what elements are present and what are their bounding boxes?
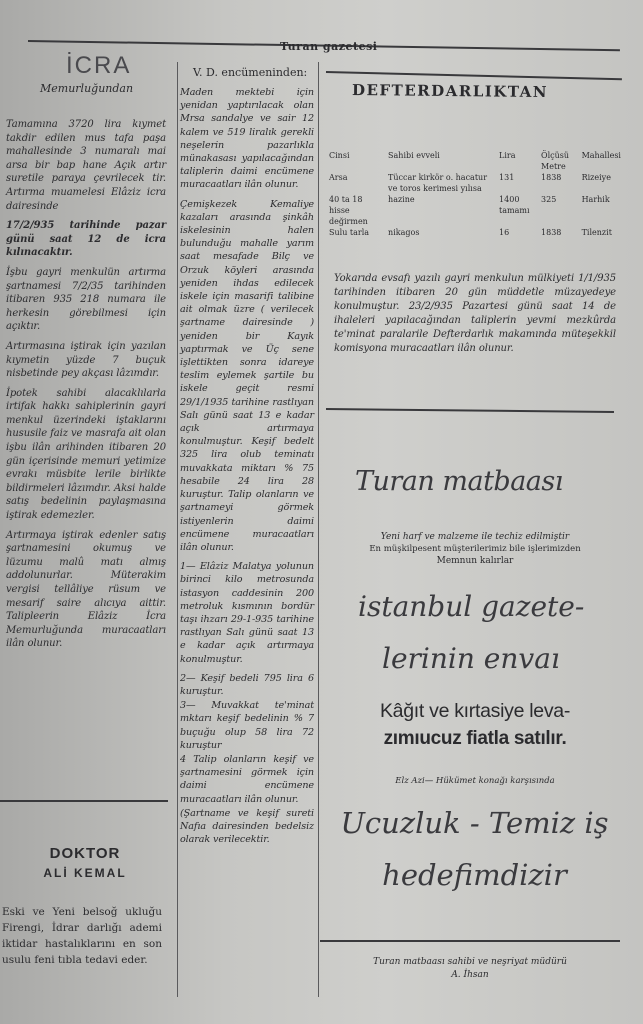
vd-paragraph: 2— Keşif bedeli 795 lira 6 kuruştur. <box>180 672 314 697</box>
table-row <box>326 172 624 194</box>
vd-paragraph: 4 Talip olanların keşif ve şartnamesini görmek için daimi encümene muracaatları ilân olunur. <box>180 753 314 805</box>
matbaa-title: Turan matbaası <box>355 466 563 497</box>
table-header-cell: Lira <box>499 151 516 160</box>
table-cell: 1838 <box>541 228 562 237</box>
matbaa-footer-2: A. İhsan <box>451 970 489 980</box>
icra-paragraph: 17/2/935 tarihinde pazar günü saat 12 de icra kılınacaktır. <box>6 220 166 259</box>
matbaa-bold-line-1: Kâğıt ve kırtasiye leva- <box>379 700 571 722</box>
icra-paragraph: İşbu gayri menkulün artırma şartnamesi 7/2/35 tarihinden itibaren 935 218 numara ile herkesin görebilmesi için açıktır. <box>6 266 166 333</box>
table-row <box>326 227 624 238</box>
matbaa-slogan-1: Ucuzluk - Temiz iş <box>340 806 609 840</box>
icra-subheading: Memurluğundan <box>40 82 134 95</box>
doktor-title: DOKTOR <box>49 845 121 862</box>
defterdarlik-heading: DEFTERDARLIKTAN <box>351 80 549 102</box>
doktor-body: Eski ve Yeni belsoğ ukluğu Firengi, İdrar darlığı ademi iktidar hastalıklarını en son usulu feni tıbla tedavi eder. <box>2 906 162 966</box>
icra-paragraph: İpotek sahibi alacaklılarla irtifak hakkı sahiplerinin gayri menkul üzerindeki iştaklarını hususile faiz ve masrafa ait olan işbu ilân arihinden itibaren 20 gün içerisinde memuri yetimize evrakı müsbite lerile birlikte bildirmeleri lâzımdır. Aksi halde satış bedelinin paylaşmasına iştirak edemezler. <box>6 387 166 522</box>
table-header-cell: Mahallesi <box>581 151 621 160</box>
footer-rule <box>320 940 620 942</box>
page-header-title: Turan gazetesi <box>280 40 378 53</box>
doktor-name: ALİ KEMAL <box>43 866 127 880</box>
table-cell: hazine <box>388 195 415 204</box>
table-cell: Rizeiye <box>581 173 611 182</box>
table-cell: 1400 tamamı <box>499 195 530 215</box>
icra-paragraph: Artırmasına iştirak için yazılan kıymetin yüzde 7 buçuk nisbetinde pey akçası lâzımdır. <box>6 340 166 380</box>
vd-body <box>180 86 314 852</box>
table-row <box>326 194 624 227</box>
icra-doktor-divider <box>0 800 168 802</box>
vd-paragraph: 1— Elâziz Malatya yolunun birinci kilo metrosunda istasyon caddesinin 200 metroluk kısmının bordür taşı ihzarı 29-1-935 tarihine rastlıyan Salı günü saat 13 e kadar açık artırmaya konulmuştur. <box>180 561 314 665</box>
vd-paragraph: 3— Muvakkat te'minat mktarı keşif bedelinin % 7 buçuğu olup 58 lira 72 kuruştur <box>180 700 314 751</box>
table-cell: Arsa <box>329 173 348 182</box>
icra-heading: İCRA <box>66 52 132 79</box>
table-cell: 325 <box>541 195 557 204</box>
vd-paragraph: (Şartname ve keşif sureti Nafıa dairesinden bedelsiz olarak verilecektir. <box>180 807 314 846</box>
matbaa-address: Elz Azi— Hükümet konağı karşısında <box>395 776 555 786</box>
column-divider-2 <box>318 62 319 997</box>
table-header-cell: Sahibi evveli <box>388 151 440 160</box>
column-divider-1 <box>177 62 178 997</box>
matbaa-line-3: Memnun kalırlar <box>436 556 514 566</box>
table-cell: Harhik <box>581 195 610 204</box>
table-cell: Tilenzit <box>581 228 612 237</box>
table-cell: 1838 <box>541 173 562 182</box>
matbaa-slogan-2: hedefimdizir <box>382 858 567 892</box>
vd-heading: V. D. encümeninden: <box>193 66 308 79</box>
table-cell: 131 <box>499 173 515 182</box>
icra-paragraph: Tamamına 3720 lira kıymet takdir edilen mus tafa paşa mahallesinde 3 numaralı mai arsa bir bap hane Açık artır suretile paraya çevrilecek tir. Artırma muamelesi Elâziz icra dairesinde <box>6 119 166 212</box>
table-cell: nikagos <box>388 228 420 237</box>
matbaa-line-1: Yeni harf ve malzeme ile techiz edilmiştir <box>380 532 570 542</box>
matbaa-big-line-1: istanbul gazete- <box>358 590 585 623</box>
defterdarlik-notice: Yokarıda evsafı yazılı gayri menkulun mülkiyeti 1/1/935 tarihinden itibaren 20 gün müddetle müzayedeye konulmuştur. 23/2/935 Pazartesi günü saat 14 de ihaleleri yapılacağından taliplerin yevmi mezkûrda te'minat paralarile Defterdarlık makamında müteşekkil komisyona muracaatları ilân olunur. <box>334 273 616 354</box>
table-header-cell: Ölçüsü Metre <box>541 151 570 171</box>
vd-paragraph: Çemişkezek Kemaliye kazaları arasında şinkâh iskelesinin halen bulunduğu mahalle yarım saat mesafade Bilç ve Orzuk köyleri arasında yeniden ihdas edilecek iskele için masarifi talibine ait olmak üzre ( verilecek şartname dairesinde ) yeniden bir Kayık yaptırmak ve Üç sene işlettikten sonra idareye teslim eylemek şartile bu iskele geçit resmi 29/1/1935 tarihine rastlıyan Salı günü saat 13 e kadar açık artırmaya konulmuştur. Keşif bedelt 325 lira olub teminatı muvakkata miktarı % 75 hesabile 24 lira 28 kuruştur. Talip olanların ve şartnameyi görmek istiyenlerin daimi encümene muracaatları ilân olunur. <box>180 198 314 553</box>
matbaa-big-line-2: lerinin envaı <box>382 642 560 675</box>
table-header-row <box>326 150 624 172</box>
matbaa-footer-1: Turan matbaası sahibi ve neşriyat müdürü <box>373 957 567 967</box>
icra-paragraph: Artırmaya iştirak edenler satış şartnamesini okumuş ve lüzumu malû matı almış addolunurlar. Müterakim vergisi tellâliye rüsum ve mesarif saire alıcıya aittir. Talipleerin Elâziz İcra Memurluğunda muracaatları ilân olunur. <box>6 529 166 650</box>
table-cell: Sulu tarla <box>329 228 370 237</box>
defterdarlik-table <box>326 150 624 238</box>
table-cell: Tüccar kirkör o. hacatur ve toros kerimesi yılısa <box>388 173 488 193</box>
matbaa-bold-line-2: zımıucuz fiatla satılır. <box>383 728 567 749</box>
table-cell: 40 ta 18 hisse değirmen <box>329 195 368 226</box>
matbaa-line-2: En müşkilpesent müşterilerimiz bile işlerimizden <box>369 544 581 554</box>
defterdarlik-bottom-rule <box>326 408 614 413</box>
icra-body <box>6 118 166 657</box>
vd-paragraph: Maden mektebi için yenidan yaptırılacak olan Mrsa sandalye ve sair 12 kalem ve 519 liralık gerekli neşelerin pazarlıkla münakasası yapılacağından taliplerin daimi encümene muracaatları ilân olunur. <box>180 87 314 191</box>
table-header-cell: Cinsi <box>329 151 350 160</box>
defterdarlik-top-rule <box>326 71 622 80</box>
table-cell: 16 <box>499 228 510 237</box>
